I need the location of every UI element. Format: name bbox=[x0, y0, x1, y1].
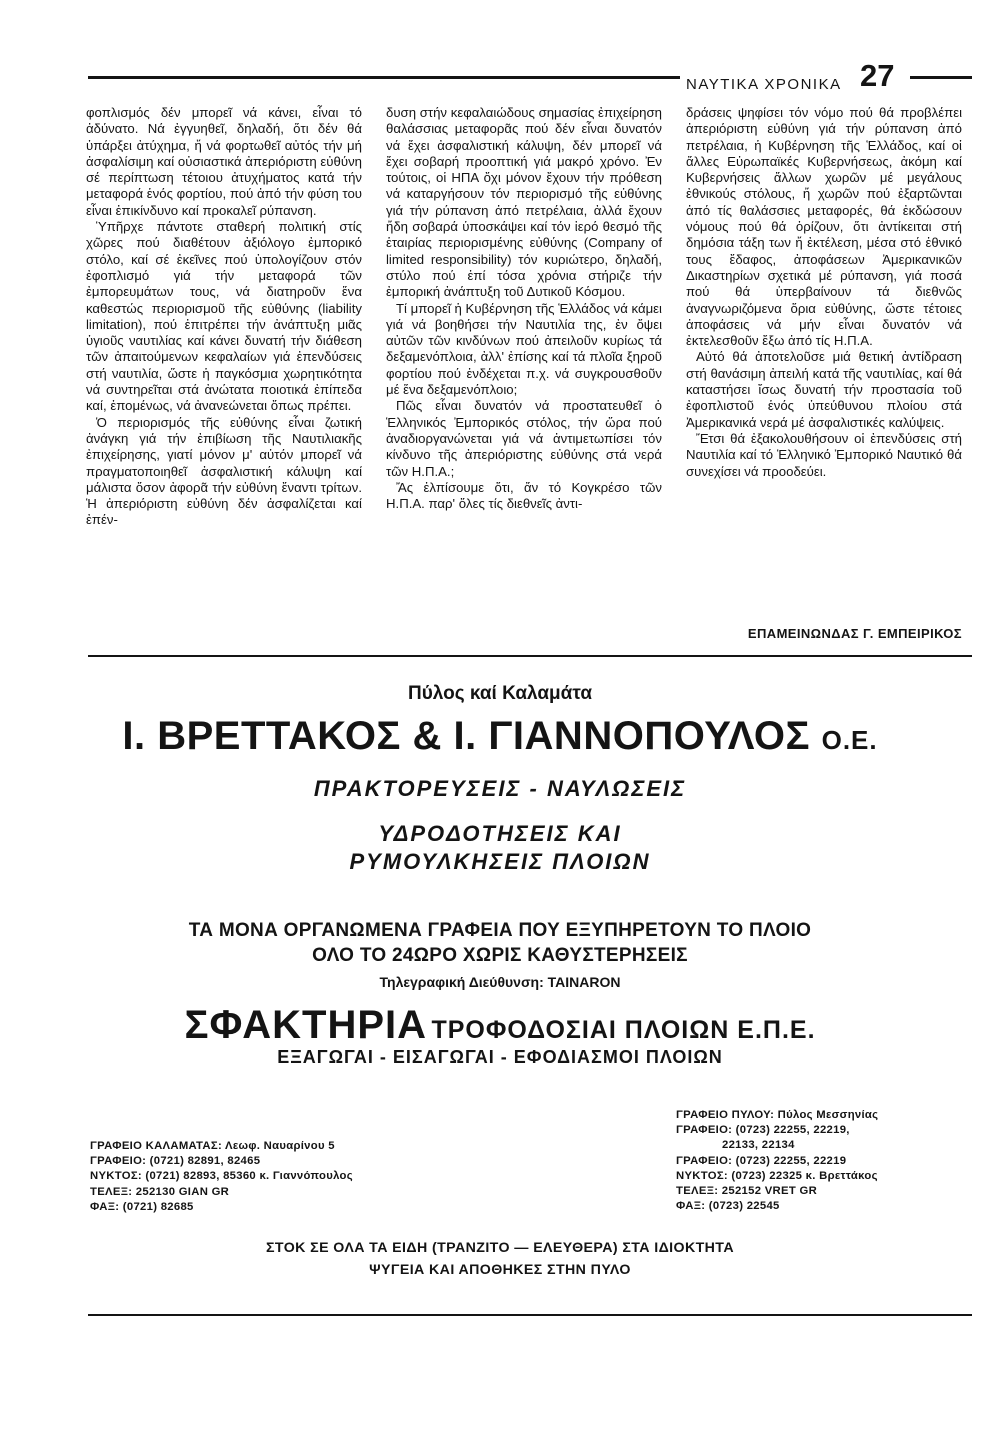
second-company-type: ΤΡΟΦΟΔΟΣΙΑΙ ΠΛΟΙΩΝ Ε.Π.Ε. bbox=[431, 1016, 816, 1044]
paragraph: Πῶς εἶναι δυνατόν νά προστατευθεῖ ὁ Ἑλληνικός Ἐμπορικός στόλος, τήν ὥρα πού ἀναδιοργανώνεται γιά νά ἀντιμετωπίσει τόν κίνδυνο τῆς ἀπεριόριστης εὐθύνης στά νερά τῶν Η.Π.Α.; bbox=[386, 398, 662, 479]
magazine-name: ΝΑΥΤΙΚΑ ΧΡΟΝΙΚΑ bbox=[686, 76, 842, 93]
ad-company-name bbox=[0, 714, 1000, 759]
office-line: ΓΡΑΦΕΙΟ ΠΥΛΟΥ: Πύλος Μεσσηνίας bbox=[676, 1109, 879, 1121]
office-line: ΤΕΛΕΞ: 252152 VRET GR bbox=[676, 1185, 818, 1198]
paragraph: φοπλισμός δέν μπορεῖ νά κάνει, εἶναι τό ἀδύνατο. Νά ἐγγυηθεῖ, δηλαδή, ὅτι δέν θά ὑπάρξει ἀτύχημα, ἤ νά φορτωθεῖ αὐτός τήν μή ἀσφαλίσιμη καί οὐσιαστικά ἀπεριόριστη εὐθύνη σέ περίπτωση τέτοιου ἀτυχήματος κατά τήν μεταφορά ἑνός φορτίου, πού ἀπό τήν φύση του εἶναι ἐπικίνδυνο καί προκαλεῖ ρύπανση. bbox=[86, 105, 362, 218]
paragraph: Ἔτσι θά ἐξακολουθήσουν οἱ ἐπενδύσεις στή Ναυτιλία καί τό Ἑλληνικό Ἐμπορικό Ναυτικό θά συνεχίσει νά προοδεύει. bbox=[686, 430, 962, 479]
office-line: ΦΑΞ: (0723) 22545 bbox=[676, 1200, 780, 1213]
office-pylos bbox=[676, 1108, 878, 1214]
ad-headline-1: ΤΑ ΜΟΝΑ ΟΡΓΑΝΩΜΕΝΑ ΓΡΑΦΕΙΑ ΠΟΥ ΕΞΥΠΗΡΕΤΟΥΝ ΤΟ ΠΛΟΙΟ bbox=[188, 920, 812, 941]
paragraph: δυση στήν κεφαλαιώδους σημασίας ἐπιχείρηση θαλάσσιας μεταφορᾶς πού δέν εἶναι δυνατόν νά ἔχει ἀσφαλιστική κάλυψη, δέν μπορεῖ νά ἔχει σοβαρή προοπτική γιά μακρό χρόνο. Ἐν τούτοις, οἱ ΗΠΑ ὄχι μόνον ἔχουν τήν πρόθεση νά καταργήσουν τόν περιορισμό τῆς εὐθύνης γιά τήν ρύπανση ἀπό πετρέλαια, ἀλλά ἔχουν ἤδη σοβαρά ὑποσκάψει καί τόν ἱερό θεσμό τῆς ἑταιρίας περιορισμένης εὐθύνης (Company of limited responsibility) τόν κυριώτερο, δηλαδή, στύλο πού ἐπί τόσα χρόνια στήριζε τήν ἐμπορική ἀνάπτυξη τοῦ Δυτικοῦ Κόσμου. bbox=[386, 105, 662, 300]
ad-location: Πύλος καί Καλαμάτα bbox=[408, 683, 592, 704]
separator-line bbox=[88, 655, 972, 657]
company-main: Ι. ΒΡΕΤΤΑΚΟΣ & Ι. ΓΙΑΝΝΟΠΟΥΛΟΣ bbox=[122, 714, 810, 758]
office-line: ΓΡΑΦΕΙΟ: (0721) 82891, 82465 bbox=[90, 1155, 261, 1168]
ad-service-2: ΥΔΡΟΔΟΤΗΣΕΙΣ ΚΑΙ bbox=[378, 821, 622, 846]
office-line: ΓΡΑΦΕΙΟ: (0723) 22255, 22219 bbox=[676, 1154, 847, 1167]
paragraph: Ὑπῆρχε πάντοτε σταθερή πολιτική στίς χῶρες πού διαθέτουν ἀξιόλογο ἐμπορικό στόλο, καί σέ ἐκεῖνες πού ὑπολογίζουν στόν ἐφοπλισμό γιά τήν μεταφορά τῶν ἐμπορευμάτων τους, νά διατηροῦν ἕνα καθεστώς περιορισμοῦ τῆς εὐθύνης (liability limitation), πού ἐπιτρέπει τήν ἀνάπτυξη μιᾶς ὑγιοῦς ναυτιλίας καί κάνει δυνατή τήν διάθεση τῶν ἀπαιτούμενων κεφαλαίων γιά ἐπενδύσεις στή ναυτιλία, ὥστε ἡ παγκόσμια χωρητικότητα νά συντηρεῖται στά ἀνώτατα ποιοτικά ἐπίπεδα καί, ἑπομένως, νά ἀνανεώνεται ὅπως πρέπει. bbox=[86, 219, 362, 414]
article-column-1 bbox=[86, 105, 362, 529]
ad-second-company bbox=[0, 1003, 1000, 1048]
ad-telegraph-address: Τηλεγραφική Διεύθυνση: TAINARON bbox=[379, 974, 621, 990]
office-line: ΓΡΑΦΕΙΟ: (0723) 22255, 22219, bbox=[676, 1124, 850, 1137]
office-line: ΝΥΚΤΟΣ: (0721) 82893, 85360 κ. Γιαννόπουλος bbox=[90, 1170, 353, 1183]
ad-service-3: ΡΥΜΟΥΛΚΗΣΕΙΣ ΠΛΟΙΩΝ bbox=[349, 849, 651, 874]
office-line: ΝΥΚΤΟΣ: (0723) 22325 κ. Βρεττάκος bbox=[676, 1169, 878, 1182]
paragraph: Αὐτό θά ἀποτελοῦσε μιά θετική ἀντίδραση στή θανάσιμη ἀπειλή κατά τῆς ναυτιλίας, καί θά καταστήσει ἴσως δυνατή τήν προστασία τοῦ ἐφοπλιστοῦ ἑνός ὑπεύθυνου πλοίου στά Ἀμερικανικά νερά μέ ἀσφαλιστικές καλύψεις. bbox=[686, 349, 962, 430]
office-line: 22133, 22134 bbox=[722, 1139, 795, 1152]
ad-service-1: ΠΡΑΚΤΟΡΕΥΣΕΙΣ - ΝΑΥΛΩΣΕΙΣ bbox=[313, 776, 687, 801]
company-suffix: Ο.Ε. bbox=[821, 725, 878, 755]
header-rule-left bbox=[88, 76, 680, 79]
ad-headline-2: ΟΛΟ ΤΟ 24ΩΡΟ ΧΩΡΙΣ ΚΑΘΥΣΤΕΡΗΣΕΙΣ bbox=[312, 945, 688, 966]
ad-stock-line-2: ΨΥΓΕΙΑ ΚΑΙ ΑΠΟΘΗΚΕΣ ΣΤΗΝ ΠΥΛΟ bbox=[369, 1262, 631, 1278]
author-signature: ΕΠΑΜΕΙΝΩΝΔΑΣ Γ. ΕΜΠΕΙΡΙΚΟΣ bbox=[747, 626, 962, 641]
paragraph: δράσεις ψηφίσει τόν νόμο πού θά προβλέπει ἀπεριόριστη εὐθύνη γιά τήν ρύπανση ἀπό πετρέλαια, ἡ Κυβέρνηση τῆς Ἑλλάδος, καί οἱ ἄλλες Εὐρωπαϊκές Κυβερνήσεως, ἀκόμη καί Κυβερνήσεις ἄλλων χωρῶν μέ μεγάλους ἐθνικούς στόλους, ἤ χωρῶν πού ἐξαρτῶνται ἀπό τίς θαλάσσιες μεταφορές, θά ἐκδώσουν νόμους πού θά ὁρίζουν, ὅτι ἀντίκειται στή δημόσια τάξη των ἤ ἐκτέλεση, μέσα στό ἐθνικό τους ἔδαφος, ἀποφάσεων Ἀμερικανικῶν Δικαστηρίων σχετικά μέ ρύπανση, γιά ποσά πού θά ὑπερβαίνουν τά διεθνῶς ἀναγνωριζόμενα ὅρια εὐθύνης, ὥστε τέτοιες ἀποφάσεις νά μήν εἶναι δυνατόν νά ἐκτελεσθοῦν ἔξω ἀπό τίς Η.Π.Α. bbox=[686, 105, 962, 349]
office-line: ΦΑΞ: (0721) 82685 bbox=[90, 1200, 194, 1213]
office-line: ΤΕΛΕΞ: 252130 GIAN GR bbox=[90, 1185, 230, 1198]
header-rule-right bbox=[910, 76, 972, 79]
page-number: 27 bbox=[860, 58, 895, 93]
second-company-name: ΣΦΑΚΤΗΡΙΑ bbox=[184, 1003, 428, 1047]
article-column-2 bbox=[386, 105, 662, 512]
paragraph: Ἄς ἐλπίσουμε ὅτι, ἄν τό Κογκρέσο τῶν Η.Π.Α. παρ' ὅλες τίς διεθνεῖς ἀντι- bbox=[386, 479, 662, 512]
office-line: ΓΡΑΦΕΙΟ ΚΑΛΑΜΑΤΑΣ: Λεωφ. Ναυαρίνου 5 bbox=[90, 1140, 335, 1152]
ad-exports-line: ΕΞΑΓΩΓΑΙ - ΕΙΣΑΓΩΓΑΙ - ΕΦΟΔΙΑΣΜΟΙ ΠΛΟΙΩΝ bbox=[277, 1047, 723, 1067]
paragraph: Ὁ περιορισμός τῆς εὐθύνης εἶναι ζωτική ἀνάγκη γιά τήν ἐπιβίωση τῆς Ναυτιλιακῆς ἐπιχείρησης, γιατί μόνον μ' αὐτόν μπορεῖ νά πραγματοποιηθεῖ ἀσφαλιστική κάλυψη καί μάλιστα ὅσον ἀφορᾶ τήν εὐθύνη ἔναντι τρίτων. Ἡ ἀπεριόριστη εὐθύνη δέν ἀσφαλίζεται καί ἐπέν- bbox=[86, 414, 362, 528]
paragraph: Τί μπορεῖ ἡ Κυβέρνηση τῆς Ἑλλάδος νά κάμει γιά νά βοηθήσει τήν Ναυτιλία της, ἐν ὄψει αὐτῶν τῶν κινδύνων πού ἀπειλοῦν κυρίως τά δεξαμενόπλοια, ἀλλ' ἐπίσης καί τά πλοῖα ξηροῦ φορτίου πού ἐνδέχεται π.χ. νά συγκρουσθοῦν μέ ἕνα δεξαμενόπλοιο; bbox=[386, 300, 662, 398]
office-kalamata bbox=[90, 1139, 353, 1215]
bottom-rule bbox=[88, 1314, 972, 1316]
ad-stock-line-1: ΣΤΟΚ ΣΕ ΟΛΑ ΤΑ ΕΙΔΗ (ΤΡΑΝΖΙΤΟ — ΕΛΕΥΘΕΡΑ) ΣΤΑ ΙΔΙΟΚΤΗΤΑ bbox=[266, 1240, 734, 1256]
article-column-3 bbox=[686, 105, 962, 480]
